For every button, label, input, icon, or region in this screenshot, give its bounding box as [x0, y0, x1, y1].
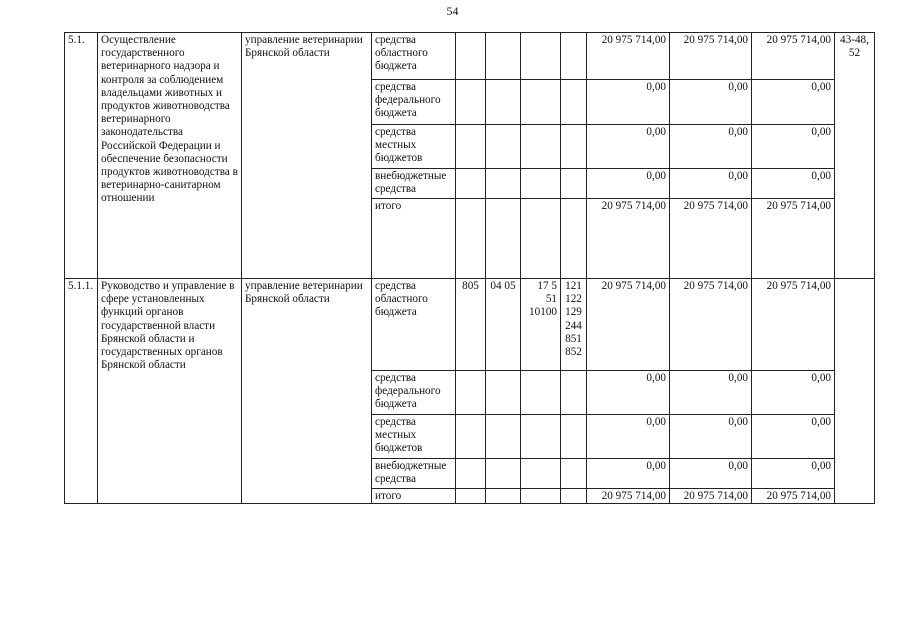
vr-code [561, 169, 587, 199]
rzpr-code [486, 371, 521, 415]
amount-year-3: 20 975 714,00 [752, 489, 835, 504]
csr-code [521, 415, 561, 459]
amount-year-1: 0,00 [587, 459, 670, 489]
rzpr-code [486, 80, 521, 125]
table-row [65, 33, 875, 80]
csr-code [521, 199, 561, 279]
csr-code [521, 489, 561, 504]
amount-year-1: 20 975 714,00 [587, 199, 670, 279]
vr-code-item: 244 [565, 319, 582, 332]
rzpr-code [486, 169, 521, 199]
vr-code [561, 33, 587, 80]
funding-source: средства федерального бюджета [372, 371, 456, 415]
vr-code [561, 371, 587, 415]
csr-code [521, 459, 561, 489]
vr-code-item: 121 [565, 280, 582, 292]
grbs-code [456, 371, 486, 415]
amount-year-3: 0,00 [752, 80, 835, 125]
grbs-code [456, 415, 486, 459]
csr-code [521, 80, 561, 125]
grbs-code [456, 80, 486, 125]
amount-year-3: 0,00 [752, 125, 835, 169]
vr-code [561, 459, 587, 489]
grbs-code [456, 489, 486, 504]
vr-code [561, 125, 587, 169]
vr-code [561, 80, 587, 125]
rzpr-code [486, 415, 521, 459]
csr-code [521, 169, 561, 199]
amount-year-1: 0,00 [587, 169, 670, 199]
table-row [65, 279, 875, 371]
rzpr-code [486, 199, 521, 279]
rzpr-code [486, 33, 521, 80]
grbs-code: 805 [456, 279, 486, 371]
amount-year-2: 0,00 [670, 415, 752, 459]
amount-year-2: 0,00 [670, 80, 752, 125]
csr-code: 17 5 51 10100 [521, 279, 561, 371]
funding-source: итого [372, 489, 456, 504]
amount-year-2: 20 975 714,00 [670, 489, 752, 504]
amount-year-3: 0,00 [752, 371, 835, 415]
amount-year-1: 0,00 [587, 80, 670, 125]
funding-source: средства областного бюджета [372, 33, 456, 80]
amount-year-2: 0,00 [670, 459, 752, 489]
amount-year-3: 0,00 [752, 415, 835, 459]
grbs-code [456, 169, 486, 199]
rzpr-code [486, 125, 521, 169]
page-number: 54 [446, 4, 459, 18]
csr-code [521, 33, 561, 80]
grbs-code [456, 125, 486, 169]
executor: управление ветеринарии Брянской области [242, 33, 372, 279]
grbs-code [456, 33, 486, 80]
amount-year-2: 0,00 [670, 125, 752, 169]
section-number: 5.1.1. [65, 279, 98, 504]
vr-code [561, 415, 587, 459]
funding-source: средства местных бюджетов [372, 415, 456, 459]
funding-source: средства местных бюджетов [372, 125, 456, 169]
grbs-code [456, 199, 486, 279]
vr-code [561, 279, 587, 371]
grbs-code [456, 459, 486, 489]
executor: управление ветеринарии Брянской области [242, 279, 372, 504]
csr-code [521, 125, 561, 169]
funding-source: итого [372, 199, 456, 279]
vr-code [561, 199, 587, 279]
vr-code-item: 122 [565, 293, 582, 306]
budget-table [64, 32, 875, 504]
vr-code-item: 852 [565, 346, 582, 359]
amount-year-3: 20 975 714,00 [752, 279, 835, 371]
funding-source: средства федерального бюджета [372, 80, 456, 125]
amount-year-2: 20 975 714,00 [670, 279, 752, 371]
csr-code [521, 371, 561, 415]
vr-code-item: 851 [565, 332, 582, 345]
amount-year-3: 20 975 714,00 [752, 33, 835, 80]
rzpr-code [486, 489, 521, 504]
amount-year-2: 0,00 [670, 169, 752, 199]
indicator-numbers: 43-48, 52 [835, 33, 875, 279]
amount-year-1: 20 975 714,00 [587, 279, 670, 371]
amount-year-2: 0,00 [670, 371, 752, 415]
rzpr-code [486, 459, 521, 489]
amount-year-2: 20 975 714,00 [670, 33, 752, 80]
amount-year-3: 0,00 [752, 169, 835, 199]
amount-year-3: 0,00 [752, 459, 835, 489]
measure-name: Осуществление государственного ветеринарного надзора и контроля за соблюдением владельцами животных и продуктов животноводства ветеринарного законодательства Российской Федерации и обеспечение безопасности продуктов животноводства в ветеринарно-санитарном отношении [98, 33, 242, 279]
funding-source: средства областного бюджета [372, 279, 456, 371]
amount-year-1: 0,00 [587, 371, 670, 415]
amount-year-1: 0,00 [587, 125, 670, 169]
section-number: 5.1. [65, 33, 98, 279]
amount-year-1: 20 975 714,00 [587, 33, 670, 80]
funding-source: внебюджетные средства [372, 459, 456, 489]
measure-name: Руководство и управление в сфере установленных функций органов государственной власти Брянской области и государственных органов Брянской области [98, 279, 242, 504]
amount-year-2: 20 975 714,00 [670, 199, 752, 279]
amount-year-1: 0,00 [587, 415, 670, 459]
vr-code-item: 129 [565, 306, 582, 319]
funding-source: внебюджетные средства [372, 169, 456, 199]
amount-year-1: 20 975 714,00 [587, 489, 670, 504]
indicator-numbers [835, 279, 875, 504]
amount-year-3: 20 975 714,00 [752, 199, 835, 279]
vr-code [561, 489, 587, 504]
rzpr-code: 04 05 [486, 279, 521, 371]
